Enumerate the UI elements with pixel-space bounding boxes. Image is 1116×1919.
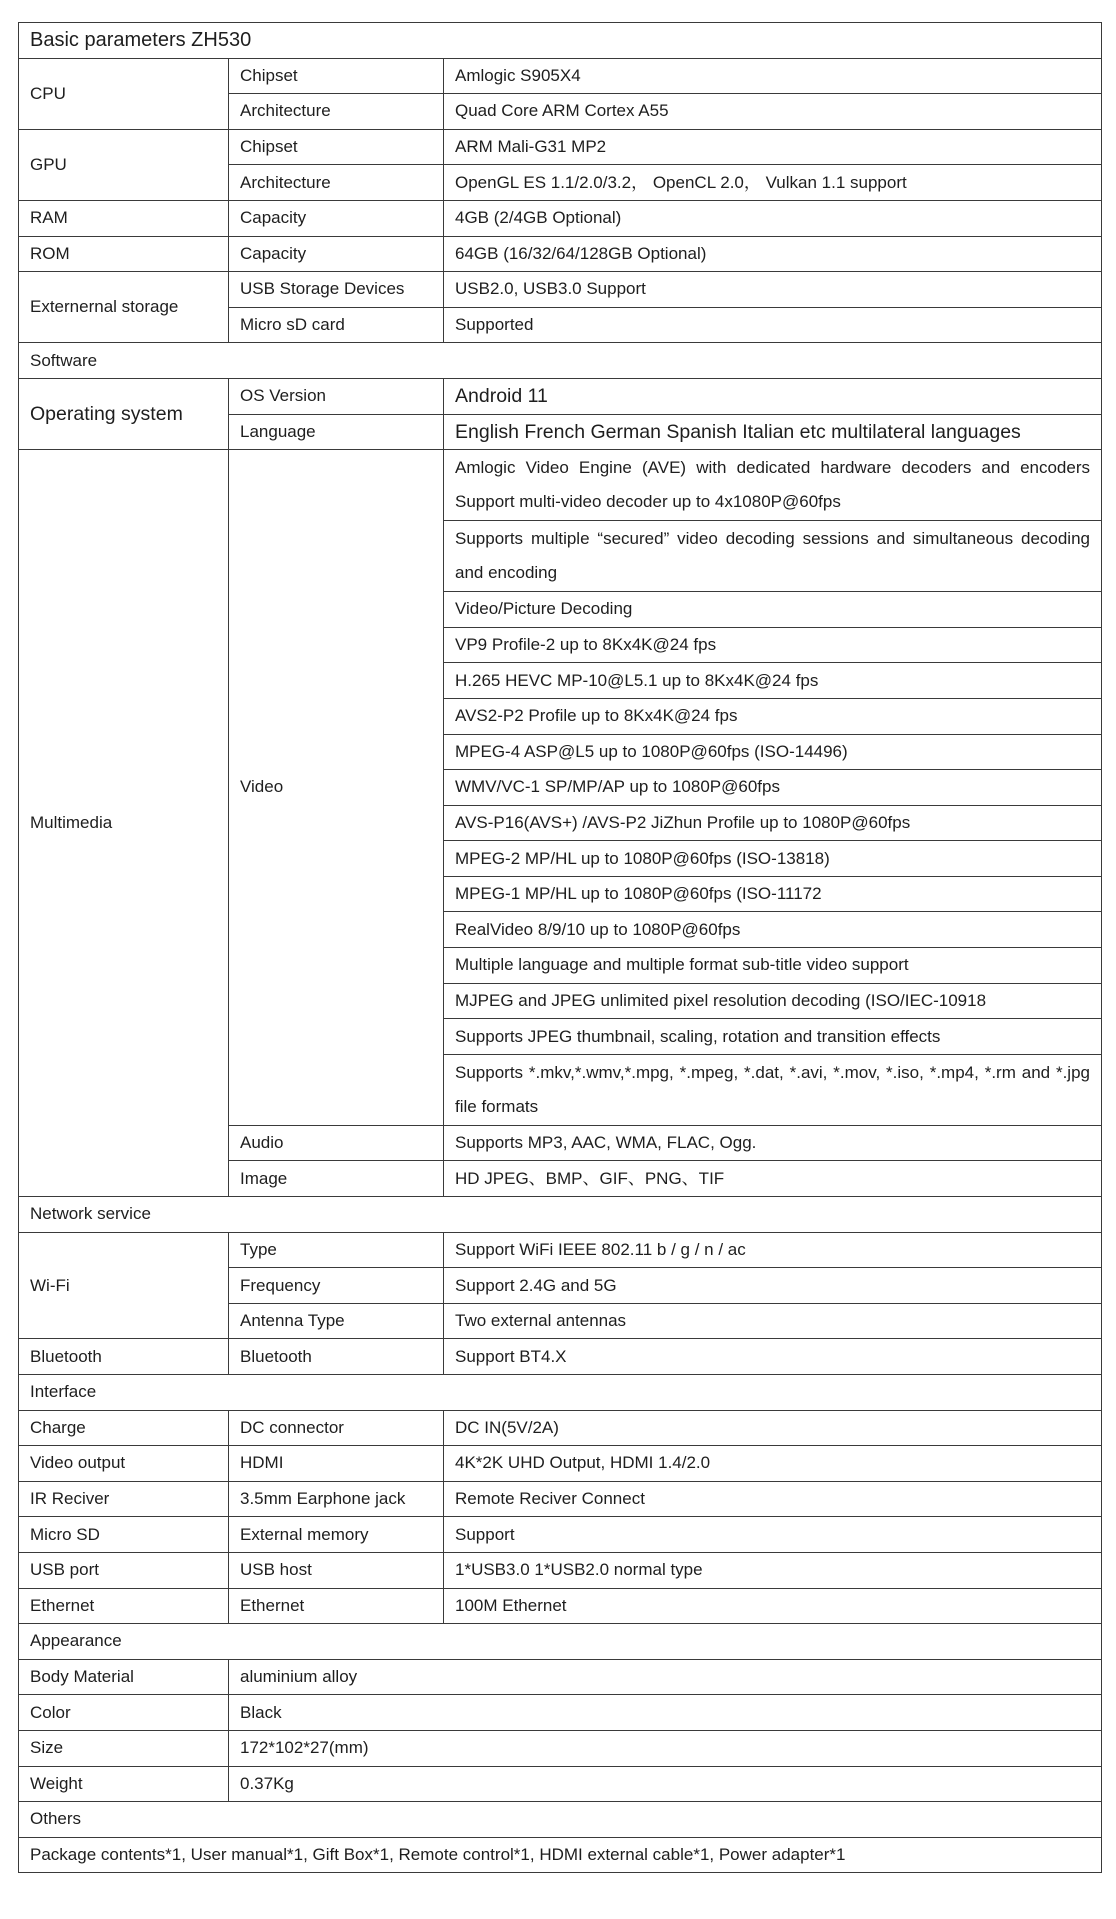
spec-label: Type (229, 1232, 444, 1268)
spec-value: Support (444, 1517, 1102, 1553)
video-feature: Supports multiple “secured” video decoding sessions and simultaneous decoding and encoding (444, 521, 1102, 592)
spec-label: External memory (229, 1517, 444, 1553)
spec-value: OpenGL ES 1.1/2.0/3.2， OpenCL 2.0， Vulkan 1.1 support (444, 165, 1102, 201)
table-row (19, 1339, 1102, 1375)
spec-value: HD JPEG、BMP、GIF、PNG、TIF (444, 1161, 1102, 1197)
section-header-row (19, 343, 1102, 379)
spec-label: USB host (229, 1552, 444, 1588)
spec-value: Two external antennas (444, 1303, 1102, 1339)
table-row (19, 272, 1102, 308)
video-feature: AVS-P16(AVS+) /AVS-P2 JiZhun Profile up to 1080P@60fps (444, 805, 1102, 841)
spec-value: Support WiFi IEEE 802.11 b / g / n / ac (444, 1232, 1102, 1268)
table-row (19, 129, 1102, 165)
spec-value: 0.37Kg (229, 1766, 1102, 1802)
spec-label: Audio (229, 1125, 444, 1161)
bluetooth-category: Bluetooth (19, 1339, 229, 1375)
interface-category: Ethernet (19, 1588, 229, 1624)
spec-label: Antenna Type (229, 1303, 444, 1339)
video-feature: MPEG-2 MP/HL up to 1080P@60fps (ISO-13818) (444, 841, 1102, 877)
spec-value: 172*102*27(mm) (229, 1730, 1102, 1766)
spec-label: USB Storage Devices (229, 272, 444, 308)
video-feature: Amlogic Video Engine (AVE) with dedicated hardware decoders and encoders Support multi-video decoder up to 4x1080P@60fps (444, 450, 1102, 521)
interface-category: Charge (19, 1410, 229, 1446)
cpu-category: CPU (19, 58, 229, 129)
spec-label: Chipset (229, 58, 444, 94)
gpu-category: GPU (19, 129, 229, 200)
video-feature: MPEG-4 ASP@L5 up to 1080P@60fps (ISO-14496) (444, 734, 1102, 770)
section-header-others: Others (19, 1802, 1102, 1838)
os-category: Operating system (19, 378, 229, 449)
spec-label: OS Version (229, 378, 444, 414)
spec-value: ARM Mali-G31 MP2 (444, 129, 1102, 165)
spec-value: Support 2.4G and 5G (444, 1268, 1102, 1304)
spec-value: Quad Core ARM Cortex A55 (444, 94, 1102, 130)
spec-label: Body Material (19, 1659, 229, 1695)
section-header-appearance: Appearance (19, 1624, 1102, 1660)
spec-value: Supports MP3, AAC, WMA, FLAC, Ogg. (444, 1125, 1102, 1161)
table-row (19, 1481, 1102, 1517)
spec-value: Android 11 (444, 378, 1102, 414)
video-feature: VP9 Profile-2 up to 8Kx4K@24 fps (444, 627, 1102, 663)
table-row (19, 1517, 1102, 1553)
spec-value: 1*USB3.0 1*USB2.0 normal type (444, 1552, 1102, 1588)
spec-label: Language (229, 414, 444, 450)
video-feature: WMV/VC-1 SP/MP/AP up to 1080P@60fps (444, 770, 1102, 806)
table-row (19, 1232, 1102, 1268)
table-row (19, 200, 1102, 236)
section-header-row (19, 1197, 1102, 1233)
spec-value: Black (229, 1695, 1102, 1731)
video-feature: Video/Picture Decoding (444, 592, 1102, 628)
video-feature: H.265 HEVC MP-10@L5.1 up to 8Kx4K@24 fps (444, 663, 1102, 699)
table-row (19, 1552, 1102, 1588)
spec-label: Frequency (229, 1268, 444, 1304)
interface-category: Video output (19, 1446, 229, 1482)
table-row (19, 1446, 1102, 1482)
rom-category: ROM (19, 236, 229, 272)
spec-value: 4K*2K UHD Output, HDMI 1.4/2.0 (444, 1446, 1102, 1482)
table-row (19, 1588, 1102, 1624)
video-feature: MJPEG and JPEG unlimited pixel resolution decoding (ISO/IEC-10918 (444, 983, 1102, 1019)
spec-value: USB2.0, USB3.0 Support (444, 272, 1102, 308)
section-header-row (19, 1375, 1102, 1411)
table-row (19, 1659, 1102, 1695)
spec-table (18, 22, 1102, 1873)
spec-value: 100M Ethernet (444, 1588, 1102, 1624)
table-row (19, 378, 1102, 414)
spec-value: Support BT4.X (444, 1339, 1102, 1375)
video-feature: Supports JPEG thumbnail, scaling, rotation and transition effects (444, 1019, 1102, 1055)
table-title: Basic parameters ZH530 (19, 23, 1102, 59)
table-row (19, 1410, 1102, 1446)
spec-label: Chipset (229, 129, 444, 165)
video-label: Video (229, 450, 444, 1126)
section-header-row (19, 1802, 1102, 1838)
spec-label: Bluetooth (229, 1339, 444, 1375)
table-row (19, 1730, 1102, 1766)
spec-label: Micro sD card (229, 307, 444, 343)
storage-category: Externernal storage (19, 272, 229, 343)
section-header-interface: Interface (19, 1375, 1102, 1411)
spec-value: Supported (444, 307, 1102, 343)
spec-value: aluminium alloy (229, 1659, 1102, 1695)
ram-category: RAM (19, 200, 229, 236)
table-row (19, 236, 1102, 272)
package-contents: Package contents*1, User manual*1, Gift Box*1, Remote control*1, HDMI external cable*1, Power adapter*1 (19, 1837, 1102, 1873)
video-feature: MPEG-1 MP/HL up to 1080P@60fps (ISO-11172 (444, 876, 1102, 912)
spec-label: Architecture (229, 165, 444, 201)
spec-label: DC connector (229, 1410, 444, 1446)
video-feature: Multiple language and multiple format sub-title video support (444, 948, 1102, 984)
spec-label: Image (229, 1161, 444, 1197)
section-header-row (19, 1624, 1102, 1660)
video-feature: Supports *.mkv,*.wmv,*.mpg, *.mpeg, *.dat, *.avi, *.mov, *.iso, *.mp4, *.rm and *.jpg file formats (444, 1054, 1102, 1125)
spec-label: 3.5mm Earphone jack (229, 1481, 444, 1517)
video-feature: AVS2-P2 Profile up to 8Kx4K@24 fps (444, 698, 1102, 734)
spec-value: Amlogic S905X4 (444, 58, 1102, 94)
title-row (19, 23, 1102, 59)
section-header-software: Software (19, 343, 1102, 379)
video-feature: RealVideo 8/9/10 up to 1080P@60fps (444, 912, 1102, 948)
spec-label: Ethernet (229, 1588, 444, 1624)
interface-category: USB port (19, 1552, 229, 1588)
section-header-network: Network service (19, 1197, 1102, 1233)
table-row (19, 450, 1102, 521)
table-row (19, 1695, 1102, 1731)
spec-value: Remote Reciver Connect (444, 1481, 1102, 1517)
wifi-category: Wi-Fi (19, 1232, 229, 1339)
table-row (19, 1837, 1102, 1873)
spec-label: Capacity (229, 236, 444, 272)
spec-label: Size (19, 1730, 229, 1766)
spec-label: Architecture (229, 94, 444, 130)
spec-label: Color (19, 1695, 229, 1731)
spec-value: English French German Spanish Italian etc multilateral languages (444, 414, 1102, 450)
spec-label: Capacity (229, 200, 444, 236)
spec-value: 4GB (2/4GB Optional) (444, 200, 1102, 236)
spec-value: 64GB (16/32/64/128GB Optional) (444, 236, 1102, 272)
spec-value: DC IN(5V/2A) (444, 1410, 1102, 1446)
multimedia-category: Multimedia (19, 450, 229, 1197)
interface-category: Micro SD (19, 1517, 229, 1553)
table-row (19, 1766, 1102, 1802)
spec-label: HDMI (229, 1446, 444, 1482)
table-row (19, 58, 1102, 94)
spec-label: Weight (19, 1766, 229, 1802)
interface-category: IR Reciver (19, 1481, 229, 1517)
